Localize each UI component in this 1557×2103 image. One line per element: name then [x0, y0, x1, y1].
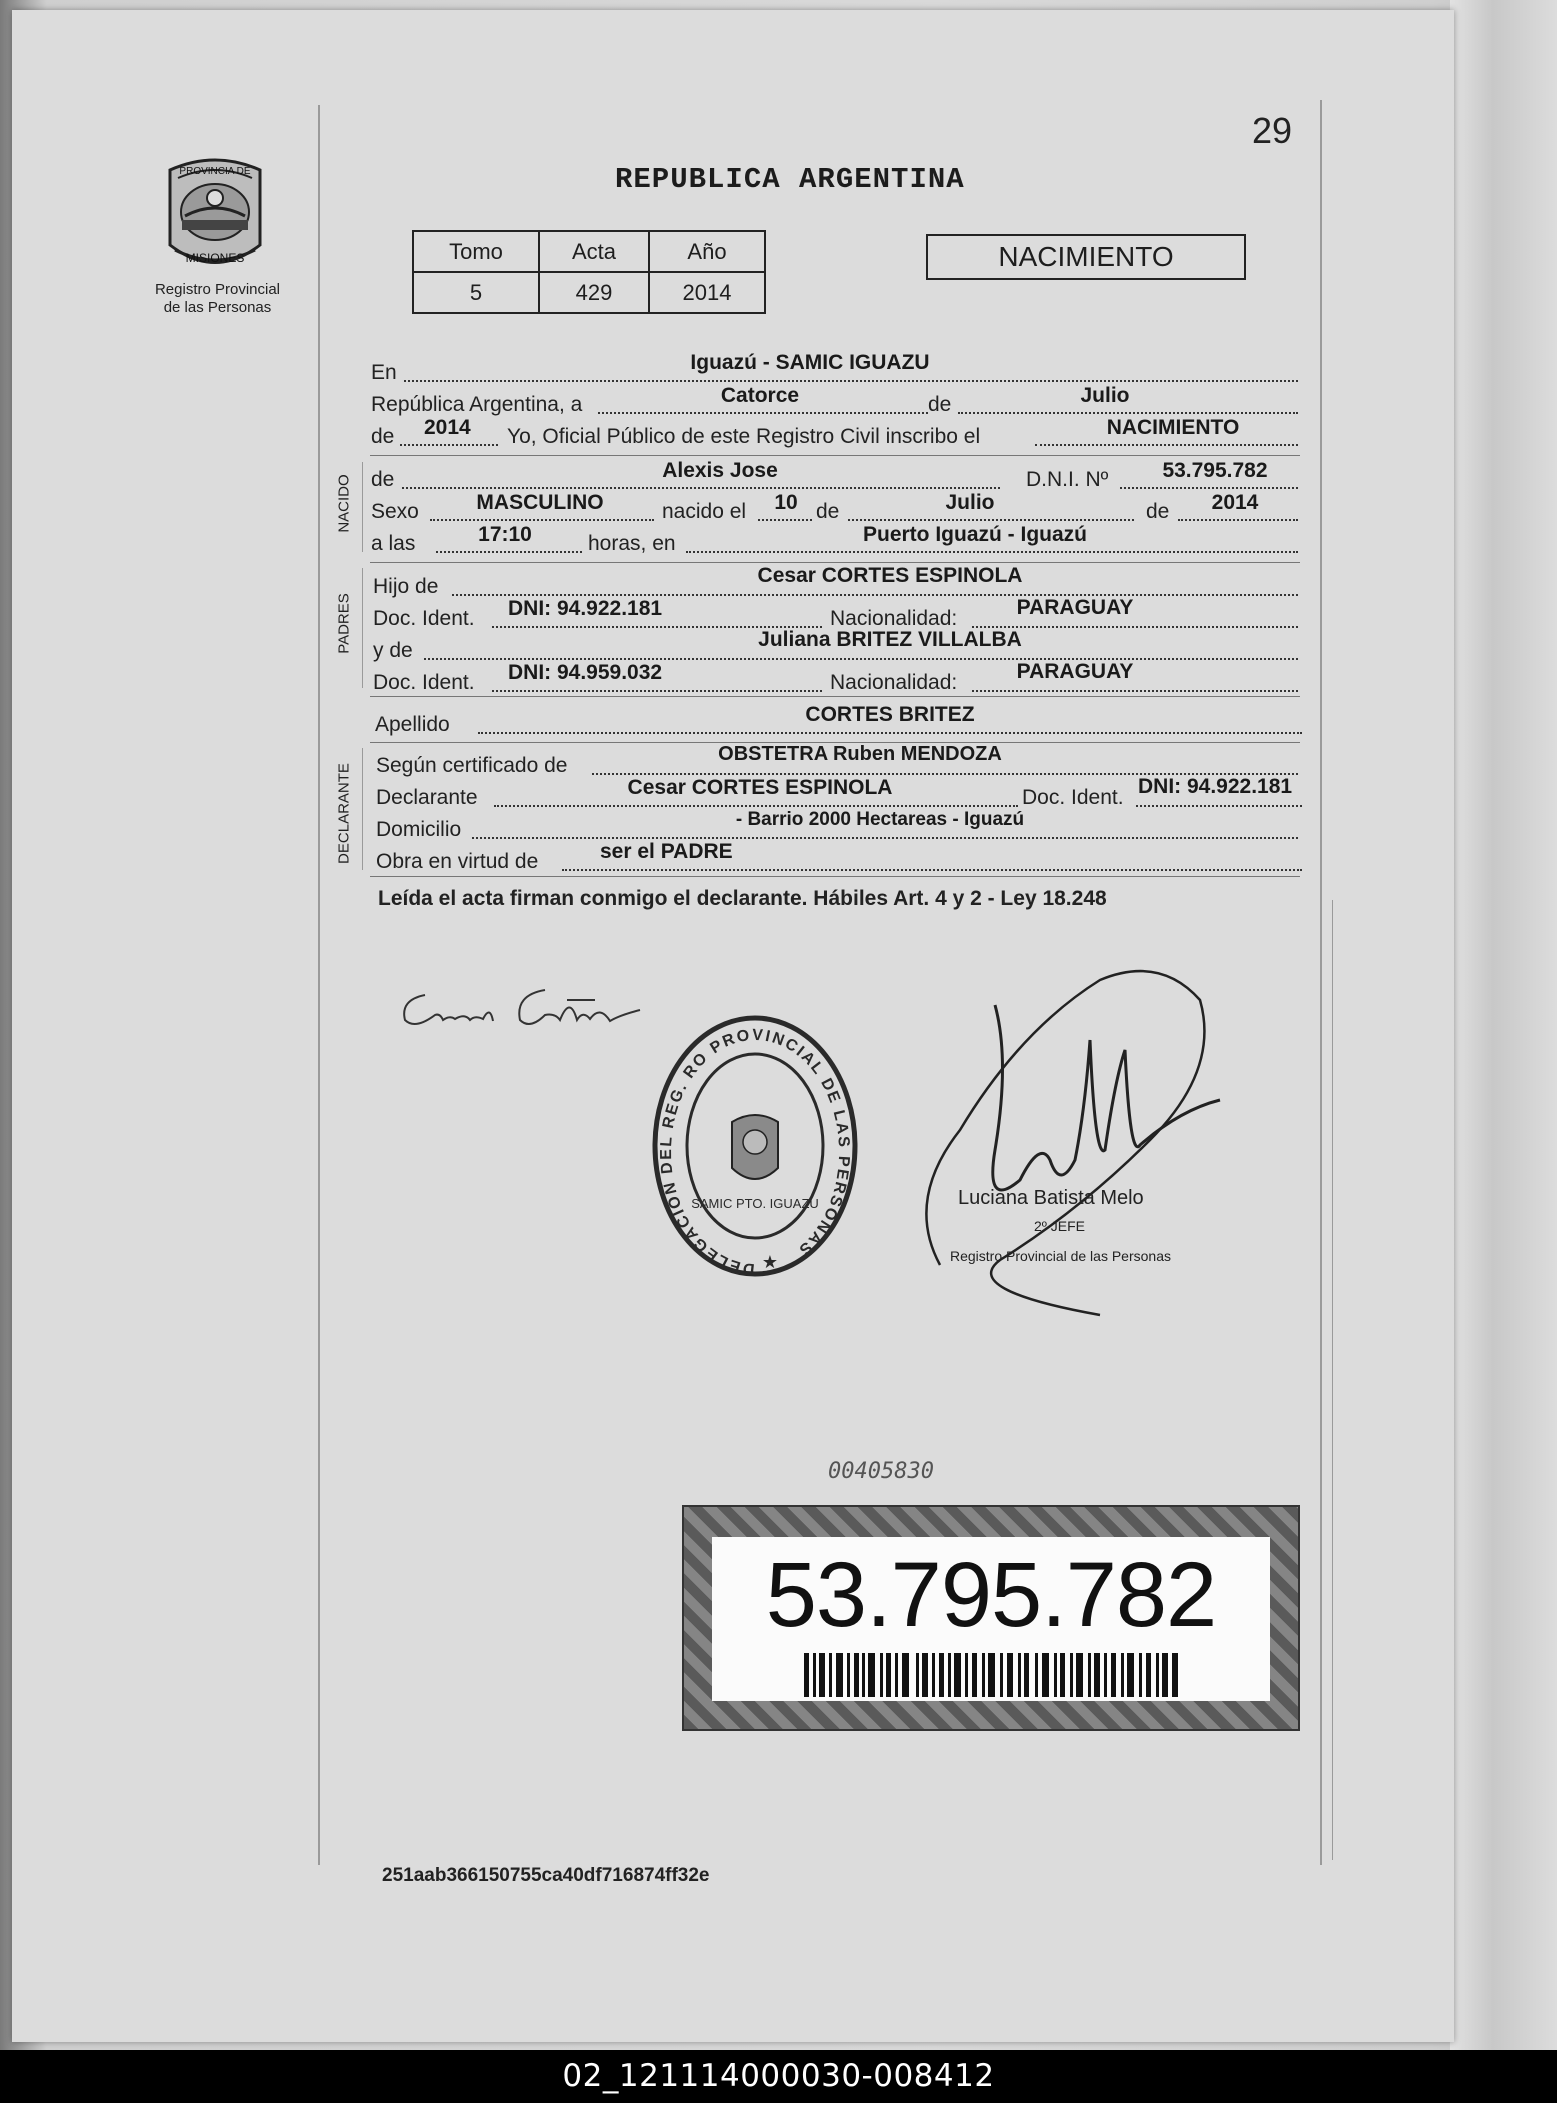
barcode-label [682, 1505, 1300, 1731]
value-birth-time: 17:10 [478, 523, 532, 546]
dotted-line [430, 519, 654, 521]
dotted-line [424, 658, 1298, 660]
dotted-line [1035, 444, 1298, 446]
value-child-dni: 53.795.782 [1162, 459, 1268, 482]
label-dni: D.N.I. Nº [1026, 468, 1109, 491]
right-margin-line-lower [1332, 900, 1333, 1860]
label-domicilio: Domicilio [376, 818, 462, 841]
stamp-star-icon: ★ [761, 1252, 779, 1272]
dotted-line [492, 690, 822, 692]
value-father-name: Cesar CORTES ESPINOLA [757, 564, 1023, 587]
value-declarant-doc: DNI: 94.922.181 [1138, 775, 1293, 798]
dotted-line [478, 732, 1302, 734]
label-number: 53.795.782 [765, 1544, 1217, 1646]
page-number: 29 [1252, 110, 1293, 151]
scan-right-edge [1450, 0, 1557, 2050]
dotted-line [1136, 805, 1302, 807]
value-father-doc: DNI: 94.922.181 [508, 597, 663, 620]
section-bar [362, 748, 363, 870]
label-doc-ident: Doc. Ident. [1022, 786, 1124, 809]
value-day-words: Catorce [720, 384, 800, 407]
section-label-padres: PADRES [335, 593, 353, 654]
value-birth-year: 2014 [1211, 491, 1259, 514]
registry-statement: Yo, Oficial Público de este Registro Civil inscribo el [507, 425, 981, 448]
value-birth-place: Puerto Iguazú - Iguazú [863, 523, 1087, 546]
section-separator [370, 696, 1300, 697]
value-capacity: ser el PADRE [600, 840, 733, 863]
official-registry: Registro Provincial de las Personas [950, 1248, 1171, 1264]
value-anio: 2014 [649, 272, 765, 313]
value-declarant-name: Cesar CORTES ESPINOLA [627, 776, 893, 799]
label-de: de [371, 468, 395, 491]
record-type-box: NACIMIENTO [926, 234, 1246, 280]
left-margin-line [318, 105, 320, 1865]
label-sexo: Sexo [371, 500, 419, 523]
dotted-line [598, 412, 928, 414]
section-bar [362, 568, 363, 688]
official-signature-icon [900, 960, 1230, 1330]
dotted-line [1178, 519, 1298, 521]
dotted-line [958, 412, 1298, 414]
scan-footer-id: 02_121114000030-008412 [0, 2050, 1557, 2103]
label-hijo-de: Hijo de [373, 575, 439, 598]
value-certifier: OBSTETRA Ruben MENDOZA [718, 743, 1002, 765]
value-address: - Barrio 2000 Hectareas - Iguazú [735, 809, 1025, 830]
dotted-line [848, 519, 1134, 521]
label-y-de: y de [373, 639, 413, 662]
value-mother-doc: DNI: 94.959.032 [508, 661, 663, 684]
value-father-nationality: PARAGUAY [1016, 596, 1134, 619]
dotted-line [452, 594, 1298, 596]
dotted-line [400, 444, 498, 446]
value-mother-name: Juliana BRITEZ VILLALBA [758, 628, 1022, 651]
crest-bottom-text: MISIONES [185, 251, 245, 265]
document-hash: 251aab366150755ca40df716874ff32e [382, 1865, 710, 1886]
label-declarante: Declarante [376, 786, 478, 809]
dotted-line [972, 690, 1298, 692]
label-de: de [928, 393, 952, 416]
value-act-type: NACIMIENTO [1106, 416, 1240, 439]
label-nacionalidad: Nacionalidad: [830, 671, 958, 694]
crest-top-text: PROVINCIA DE [179, 166, 251, 177]
label-apellido: Apellido [375, 713, 450, 736]
dotted-line [686, 551, 1298, 553]
label-de: de [1146, 500, 1170, 523]
dotted-line [494, 805, 1018, 807]
label-de: de [371, 425, 395, 448]
dotted-line [1120, 487, 1298, 489]
label-nacionalidad: Nacionalidad: [830, 607, 958, 630]
section-label-nacido: NACIDO [335, 474, 353, 533]
official-stamp-icon [650, 1010, 860, 1282]
section-bar [362, 462, 363, 552]
value-birth-day: 10 [774, 491, 798, 514]
declarant-signature-icon [395, 975, 645, 1055]
official-title: 2º JEFE [1034, 1218, 1086, 1234]
header-acta: Acta [539, 231, 649, 272]
right-margin-line [1320, 100, 1322, 1865]
value-mother-nationality: PARAGUAY [1016, 660, 1134, 683]
header-anio: Año [649, 231, 765, 272]
label-doc-ident: Doc. Ident. [373, 607, 475, 630]
barcode-icon [804, 1653, 1178, 1697]
value-acta: 429 [539, 272, 649, 313]
record-table [412, 230, 766, 314]
value-tomo: 5 [413, 272, 539, 313]
serial-number: 00405830 [828, 1459, 934, 1484]
value-surname: CORTES BRITEZ [805, 703, 975, 726]
label-segun-certificado: Según certificado de [376, 754, 568, 777]
section-label-declarante: DECLARANTE [335, 763, 353, 864]
registry-name: Registro Provincial de las Personas [154, 281, 281, 316]
label-de: de [816, 500, 840, 523]
label-doc-ident: Doc. Ident. [373, 671, 475, 694]
label-obra-en-virtud: Obra en virtud de [376, 850, 539, 873]
section-separator [370, 455, 1300, 456]
dotted-line [436, 551, 582, 553]
stamp-inner-text: SAMIC PTO. IGUAZU [691, 1196, 819, 1211]
dotted-line [402, 487, 1000, 489]
value-sex: MASCULINO [476, 491, 604, 514]
label-nacido-el: nacido el [662, 500, 747, 523]
label-horas-en: horas, en [588, 532, 676, 555]
value-birth-month: Julio [945, 491, 995, 514]
country-title: REPUBLICA ARGENTINA [615, 163, 965, 196]
label-en: En [371, 361, 397, 384]
value-child-name: Alexis Jose [662, 459, 778, 482]
header-tomo: Tomo [413, 231, 539, 272]
official-name: Luciana Batista Melo [958, 1187, 1144, 1209]
value-place: Iguazú - SAMIC IGUAZU [690, 351, 930, 374]
dotted-line [562, 869, 1302, 871]
dotted-line [404, 380, 1298, 382]
dotted-line [472, 837, 1298, 839]
value-year: 2014 [424, 416, 471, 439]
province-crest-icon [160, 150, 270, 280]
value-month: Julio [1080, 384, 1130, 407]
stamp-ring-text: DELEGACION DEL REG. RO PROVINCIAL DE LAS PERSONAS [657, 1026, 853, 1278]
section-separator [370, 562, 1300, 563]
dotted-line [758, 519, 812, 521]
section-separator [370, 876, 1300, 877]
label-republica: República Argentina, a [371, 393, 583, 416]
closing-statement: Leída el acta firman conmigo el declarante. Hábiles Art. 4 y 2 - Ley 18.248 [378, 887, 1107, 910]
label-a-las: a las [371, 532, 416, 555]
